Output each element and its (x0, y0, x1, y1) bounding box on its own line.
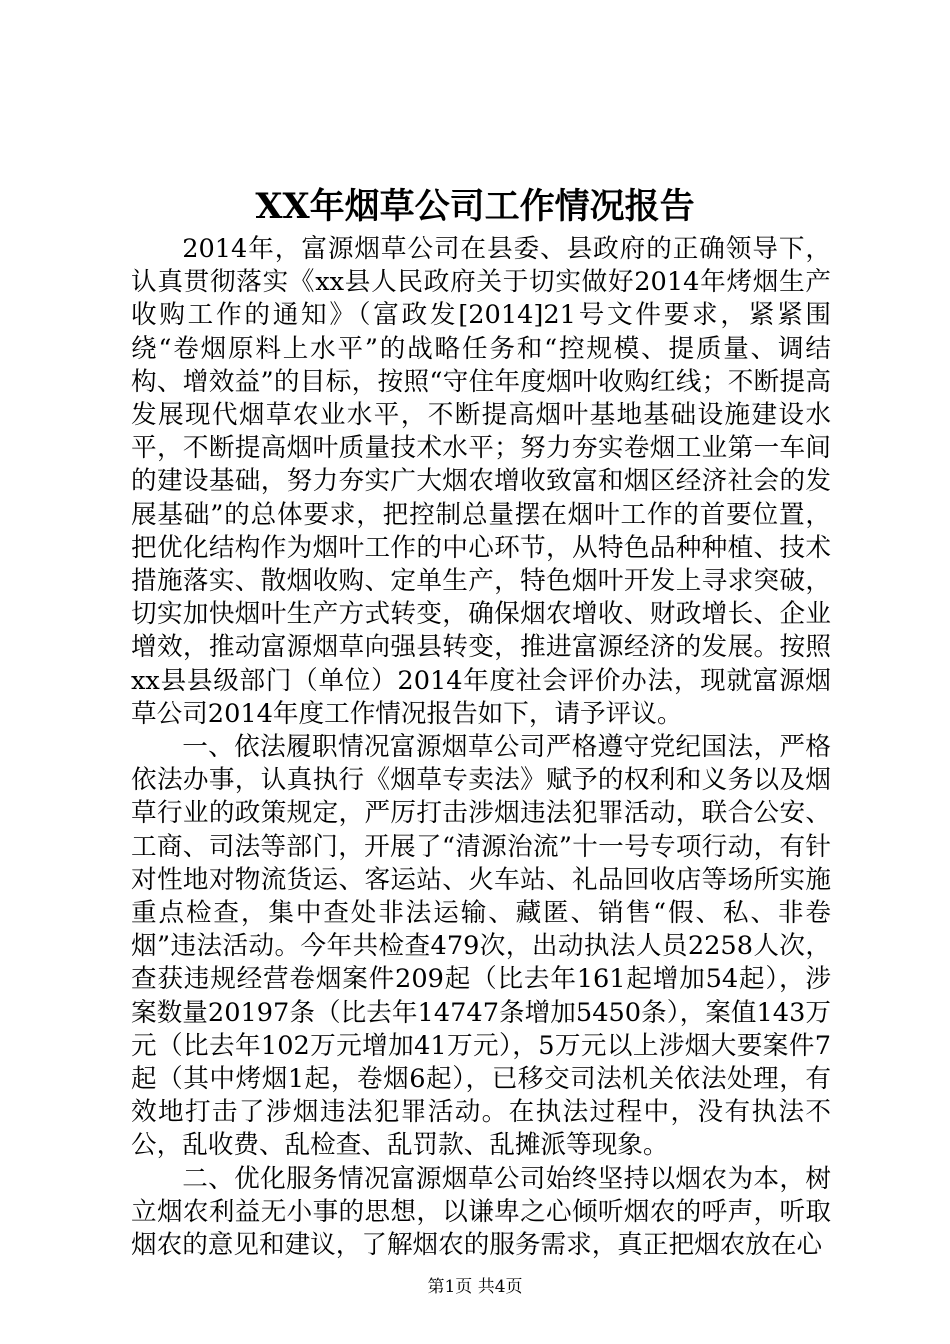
paragraph-section-2: 二、优化服务情况富源烟草公司始终坚持以烟农为本，树立烟农利益无小事的思想，以谦卑之心倾听烟农的呼声，听取烟农的意见和建议，了解烟农的服务需求，真正把烟农放在心 (131, 1163, 831, 1261)
document-title: XX年烟草公司工作情况报告 (255, 186, 695, 227)
page-footer: 第1页 共4页 (427, 1277, 523, 1297)
document-body (131, 233, 831, 1262)
paragraph-section-1: 一、依法履职情况富源烟草公司严格遵守党纪国法，严格依法办事，认真执行《烟草专卖法》赋予的权利和义务以及烟草行业的政策规定，严厉打击涉烟违法犯罪活动，联合公安、工商、司法等部门，开展了“清源治流”十一号专项行动，有针对性地对物流货运、客运站、火车站、礼品回收店等场所实施重点检查，集中查处非法运输、藏匿、销售“假、私、非卷烟”违法活动。今年共检查479次，出动执法人员2258人次，查获违规经营卷烟案件209起（比去年161起增加54起），涉案数量20197条（比去年14747条增加5450条），案值143万元（比去年102万元增加41万元），5万元以上涉烟大要案件7起（其中烤烟1起，卷烟6起），已移交司法机关依法处理，有效地打击了涉烟违法犯罪活动。在执法过程中，没有执法不公，乱收费、乱检查、乱罚款、乱摊派等现象。 (131, 732, 831, 1161)
paragraph-intro: 2014年，富源烟草公司在县委、县政府的正确领导下，认真贯彻落实《xx县人民政府关于切实做好2014年烤烟生产收购工作的通知》（富政发[2014]21号文件要求，紧紧围绕“卷烟原料上水平”的战略任务和“控规模、提质量、调结构、增效益”的目标，按照“守住年度烟叶收购红线；不断提高发展现代烟草农业水平，不断提高烟叶基地基础设施建设水平，不断提高烟叶质量技术水平；努力夯实卷烟工业第一车间的建设基础，努力夯实广大烟农增收致富和烟区经济社会的发展基础”的总体要求，把控制总量摆在烟叶工作的首要位置，把优化结构作为烟叶工作的中心环节，从特色品种种植、技术措施落实、散烟收购、定单生产，特色烟叶开发上寻求突破，切实加快烟叶生产方式转变，确保烟农增收、财政增长、企业增效，推动富源烟草向强县转变，推进富源经济的发展。按照xx县县级部门（单位）2014年度社会评价办法，现就富源烟草公司2014年度工作情况报告如下，请予评议。 (131, 234, 831, 729)
